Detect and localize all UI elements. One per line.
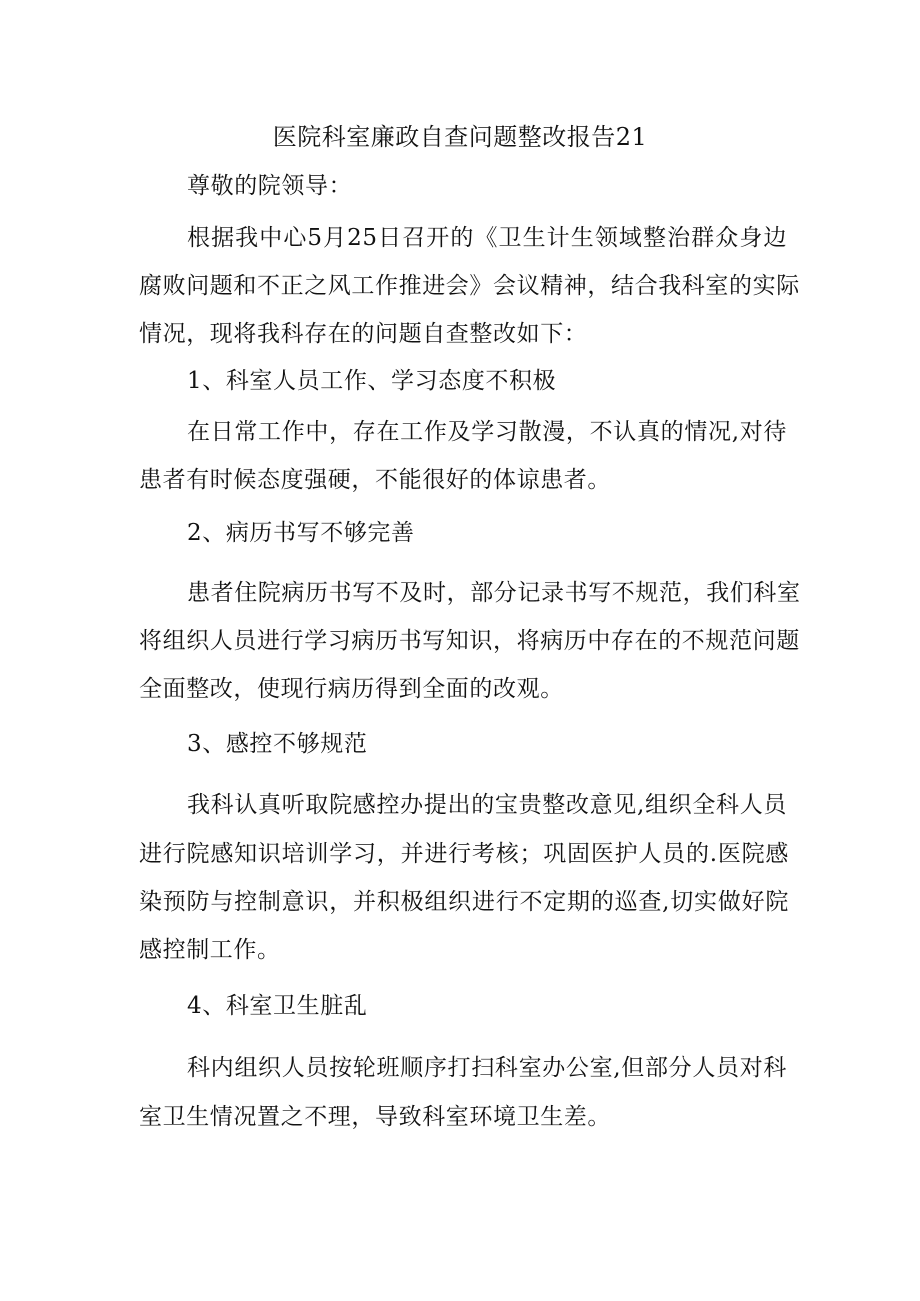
section-3-line-4: 感控制工作。 (139, 937, 281, 963)
section-3-line-1: 我科认真听取院感控办提出的宝贵整改意见,组织全科人员 (187, 792, 787, 818)
section-4-line-1: 科内组织人员按轮班顺序打扫科室办公室,但部分人员对科 (187, 1055, 787, 1081)
section-2-line-3: 全面整改，使现行病历得到全面的改观。 (139, 676, 564, 702)
section-1-heading: 1、科室人员工作、学习态度不积极 (187, 368, 557, 394)
section-1-line-2: 患者有时候态度强硬，不能很好的体谅患者。 (139, 467, 611, 493)
section-1-line-1: 在日常工作中，存在工作及学习散漫，不认真的情况,对待 (187, 419, 787, 445)
section-4-line-2: 室卫生情况置之不理，导致科室环境卫生差。 (139, 1104, 611, 1130)
intro-line-1: 根据我中心5月25日召开的《卫生计生领域整治群众身边 (187, 225, 787, 251)
section-2-line-1: 患者住院病历书写不及时，部分记录书写不规范，我们科室 (187, 580, 801, 606)
section-2-line-2: 将组织人员进行学习病历书写知识，将病历中存在的不规范问题 (139, 628, 800, 654)
intro-line-3: 情况，现将我科存在的问题自查整改如下： (139, 321, 588, 347)
greeting: 尊敬的院领导： (187, 173, 353, 199)
section-4-heading: 4、科室卫生脏乱 (187, 993, 368, 1019)
section-3-heading: 3、感控不够规范 (187, 731, 368, 757)
section-3-line-2: 进行院感知识培训学习，并进行考核；巩固医护人员的.医院感 (139, 841, 789, 867)
intro-line-2: 腐败问题和不正之风工作推进会》会议精神，结合我科室的实际 (139, 273, 800, 299)
document-title: 医院科室廉政自查问题整改报告21 (272, 123, 648, 151)
section-2-heading: 2、病历书写不够完善 (187, 520, 415, 546)
section-3-line-3: 染预防与控制意识，并积极组织进行不定期的巡查,切实做好院 (139, 889, 789, 915)
